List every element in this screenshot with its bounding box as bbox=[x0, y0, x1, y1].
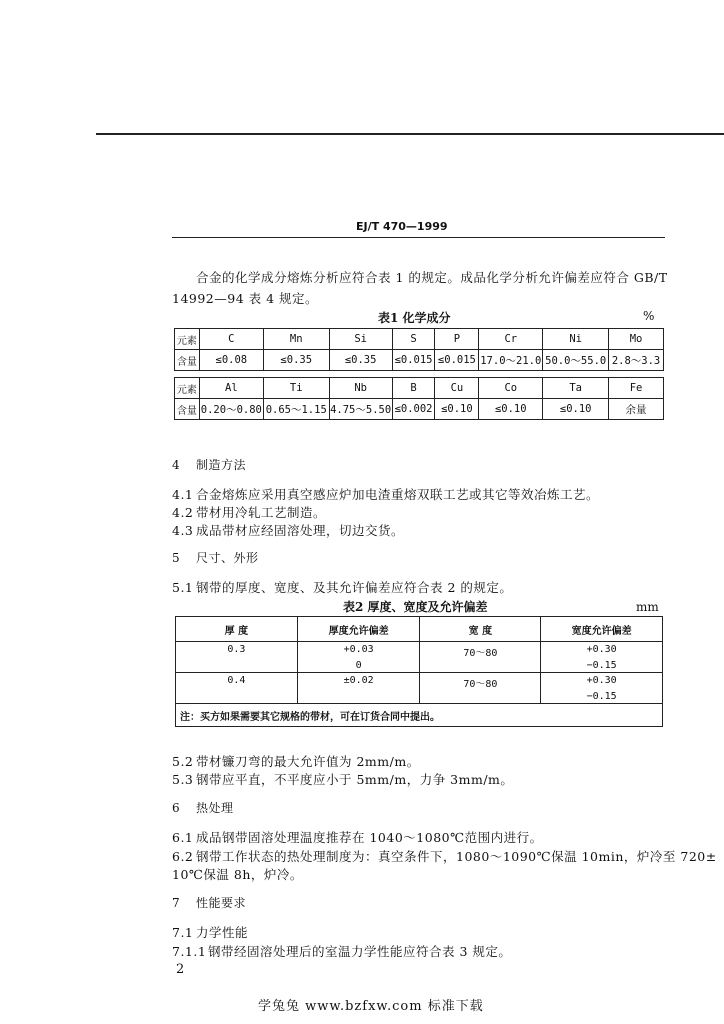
clause-number: 5.2 bbox=[172, 754, 194, 769]
thickness-width-tolerance-table bbox=[175, 616, 663, 727]
section-number: 7 bbox=[172, 896, 181, 910]
element-cell: C bbox=[199, 329, 263, 350]
top-rule bbox=[96, 133, 724, 135]
content-cell: ≤0.10 bbox=[479, 399, 543, 420]
width-cell: 70～80 bbox=[420, 642, 541, 673]
table2-caption: 表2 厚度、宽度及允许偏差 bbox=[343, 600, 488, 614]
header-rule bbox=[172, 237, 665, 238]
section-title: 热处理 bbox=[196, 801, 234, 815]
element-cell: Cr bbox=[479, 329, 543, 350]
content-cell: 2.8～3.3 bbox=[609, 350, 664, 371]
content-cell: 0.20～0.80 bbox=[199, 399, 263, 420]
header-cell: 宽度允许偏差 bbox=[541, 617, 663, 642]
section-4-heading bbox=[172, 456, 246, 473]
content-cell: 余量 bbox=[609, 399, 664, 420]
thickness-tolerance-cell: ±0.02 bbox=[297, 673, 420, 704]
thickness-tolerance-cell: +0.03 0 bbox=[297, 642, 420, 673]
element-cell: Cu bbox=[435, 378, 479, 399]
header-cell: 厚 度 bbox=[176, 617, 298, 642]
table2-note: 注：买方如果需要其它规格的带材，可在订货合同中提出。 bbox=[176, 704, 663, 727]
section-7-heading bbox=[172, 894, 246, 911]
clause-text: 带材用冷轧工艺制造。 bbox=[196, 505, 327, 520]
table1-element-row-1 bbox=[175, 329, 664, 350]
content-cell: ≤0.10 bbox=[543, 399, 609, 420]
element-cell: B bbox=[392, 378, 435, 399]
clause-6-1 bbox=[172, 828, 543, 846]
element-label: 元素 bbox=[175, 378, 200, 399]
width-tolerance-cell: +0.30 −0.15 bbox=[541, 673, 663, 704]
section-6-heading bbox=[172, 799, 234, 816]
section-number: 4 bbox=[172, 458, 181, 472]
section-title: 尺寸、外形 bbox=[196, 551, 259, 565]
clause-5-2 bbox=[172, 752, 420, 770]
section-5-heading bbox=[172, 549, 259, 566]
content-label: 含量 bbox=[175, 399, 200, 420]
table1-content-row-2 bbox=[175, 399, 664, 420]
clause-number: 4.1 bbox=[172, 487, 194, 502]
element-cell: Mo bbox=[609, 329, 664, 350]
clause-text: 带材镰刀弯的最大允许值为 2mm/m。 bbox=[196, 754, 420, 769]
clause-text: 合金熔炼应采用真空感应炉加电渣重熔双联工艺或其它等效冶炼工艺。 bbox=[196, 487, 600, 502]
content-cell: ≤0.35 bbox=[263, 350, 329, 371]
clause-text: 钢带经固溶处理后的室温力学性能应符合表 3 规定。 bbox=[208, 944, 512, 959]
clause-text: 成品钢带固溶处理温度推荐在 1040～1080℃范围内进行。 bbox=[196, 830, 543, 845]
table-row bbox=[176, 673, 663, 704]
element-cell: Ni bbox=[543, 329, 609, 350]
section-number: 6 bbox=[172, 801, 181, 815]
section-number: 5 bbox=[172, 551, 181, 565]
width-cell: 70～80 bbox=[420, 673, 541, 704]
clause-4-1 bbox=[172, 485, 599, 503]
clause-4-3 bbox=[172, 521, 404, 539]
section-title: 制造方法 bbox=[196, 458, 247, 472]
header-cell: 厚度允许偏差 bbox=[297, 617, 420, 642]
watermark: 学兔兔 www.bzfxw.com 标准下载 bbox=[258, 999, 484, 1014]
content-cell: 17.0～21.0 bbox=[479, 350, 543, 371]
element-cell: Ti bbox=[263, 378, 329, 399]
clause-text: 力学性能 bbox=[196, 925, 249, 940]
clause-7-1-1 bbox=[172, 942, 511, 960]
thickness-cell: 0.3 bbox=[176, 642, 298, 673]
clause-number: 6.1 bbox=[172, 830, 194, 845]
width-tolerance-cell: +0.30 −0.15 bbox=[541, 642, 663, 673]
element-cell: Mn bbox=[263, 329, 329, 350]
content-cell: 0.65～1.15 bbox=[263, 399, 329, 420]
table1-caption: 表1 化学成分 bbox=[378, 311, 451, 325]
clause-text: 成品带材应经固溶处理，切边交货。 bbox=[196, 523, 405, 538]
content-cell: ≤0.015 bbox=[435, 350, 479, 371]
clause-4-2 bbox=[172, 503, 326, 521]
element-cell: Fe bbox=[609, 378, 664, 399]
table1-element-row-2 bbox=[175, 378, 664, 399]
intro-line-2: 14992—94 表 4 规定。 bbox=[172, 291, 319, 306]
clause-number: 5.3 bbox=[172, 772, 194, 787]
table2-header-row bbox=[176, 617, 663, 642]
element-cell: Al bbox=[199, 378, 263, 399]
clause-6-2-continued: 10℃保温 8h，炉冷。 bbox=[172, 867, 303, 882]
intro-line-1: 合金的化学成分熔炼分析应符合表 1 的规定。成品化学分析允许偏差应符合 GB/T bbox=[196, 270, 668, 285]
table2-note-row bbox=[176, 704, 663, 727]
clause-text: 钢带工作状态的热处理制度为：真空条件下，1080～1090℃保温 10min，炉冷至 720± bbox=[196, 849, 717, 864]
clause-5-3 bbox=[172, 770, 513, 788]
content-cell: 4.75～5.50 bbox=[329, 399, 392, 420]
clause-number: 5.1 bbox=[172, 580, 194, 595]
element-cell: Ta bbox=[543, 378, 609, 399]
section-title: 性能要求 bbox=[196, 896, 247, 910]
clause-7-1 bbox=[172, 923, 248, 941]
element-cell: Si bbox=[329, 329, 392, 350]
table1-unit: % bbox=[643, 309, 655, 323]
element-cell: P bbox=[435, 329, 479, 350]
clause-number: 7.1.1 bbox=[172, 944, 207, 959]
content-cell: ≤0.002 bbox=[392, 399, 435, 420]
clause-5-1 bbox=[172, 578, 512, 596]
content-cell: 50.0～55.0 bbox=[543, 350, 609, 371]
element-cell: Nb bbox=[329, 378, 392, 399]
chemical-composition-table bbox=[174, 328, 664, 420]
clause-text: 钢带的厚度、宽度、及其允许偏差应符合表 2 的规定。 bbox=[196, 580, 513, 595]
content-cell: ≤0.015 bbox=[392, 350, 435, 371]
content-label: 含量 bbox=[175, 350, 200, 371]
element-label: 元素 bbox=[175, 329, 200, 350]
thickness-cell: 0.4 bbox=[176, 673, 298, 704]
content-cell: ≤0.35 bbox=[329, 350, 392, 371]
clause-number: 7.1 bbox=[172, 925, 194, 940]
content-cell: ≤0.10 bbox=[435, 399, 479, 420]
clause-number: 4.3 bbox=[172, 523, 194, 538]
clause-number: 6.2 bbox=[172, 849, 194, 864]
element-cell: Co bbox=[479, 378, 543, 399]
clause-6-2 bbox=[172, 847, 717, 865]
standard-code: EJ/T 470—1999 bbox=[356, 220, 448, 233]
element-cell: S bbox=[392, 329, 435, 350]
table-row bbox=[176, 642, 663, 673]
clause-number: 4.2 bbox=[172, 505, 194, 520]
table1-spacer-row bbox=[175, 371, 664, 378]
clause-text: 钢带应平直，不平度应小于 5mm/m，力争 3mm/m。 bbox=[196, 772, 514, 787]
table2-unit: mm bbox=[636, 600, 659, 614]
content-cell: ≤0.08 bbox=[199, 350, 263, 371]
table1-content-row-1 bbox=[175, 350, 664, 371]
page-number: 2 bbox=[176, 962, 185, 977]
header-cell: 宽 度 bbox=[420, 617, 541, 642]
